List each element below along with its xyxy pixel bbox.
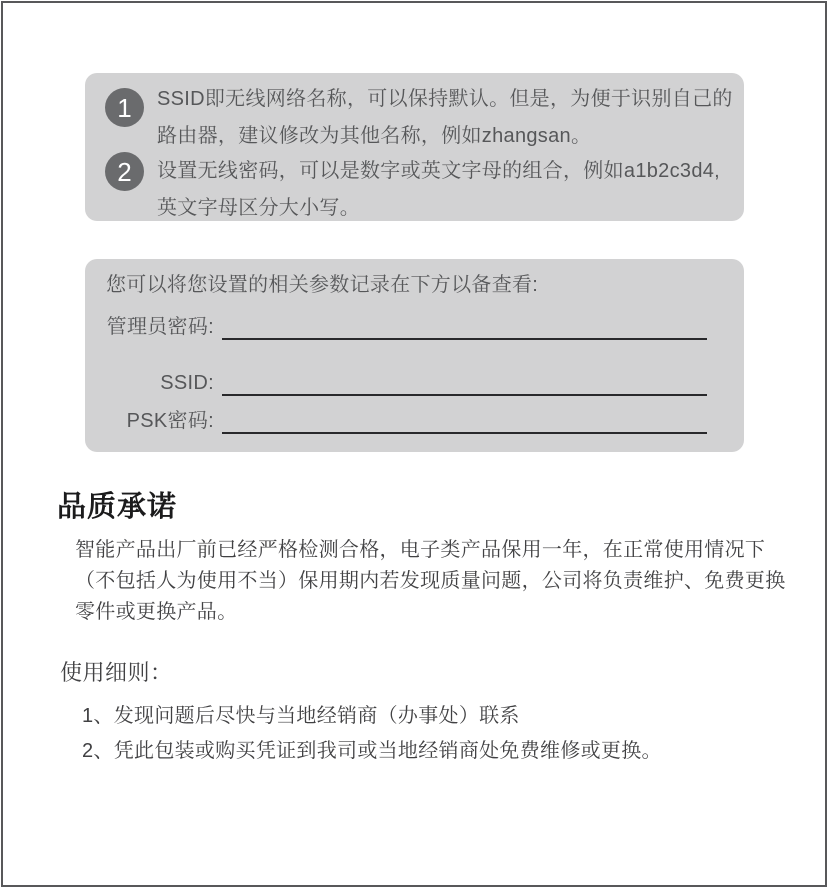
quality-promise-heading: 品质承诺: [57, 491, 178, 523]
quality-promise-paragraph: [75, 535, 795, 628]
ssid-blank-line: [222, 370, 707, 396]
paragraph-line-3: 零件或更换产品。: [75, 601, 238, 623]
note-item-2: [157, 153, 737, 227]
note-2-line-2: 英文字母区分大小写。: [157, 197, 360, 219]
field-row-admin-password: [106, 314, 707, 340]
field-row-ssid: [106, 370, 707, 396]
admin-password-label: 管理员密码:: [106, 316, 214, 338]
paragraph-line-2: （不包括人为使用不当）保用期内若发现质量问题，公司将负责维护、免费更换: [75, 570, 786, 592]
psk-password-label: PSK密码:: [126, 410, 214, 432]
paragraph-line-1: 智能产品出厂前已经严格检测合格，电子类产品保用一年，在正常使用情况下: [75, 539, 766, 561]
usage-rule-item-2: 2、凭此包装或购买凭证到我司或当地经销商处免费维修或更换。: [82, 740, 662, 762]
step-2-badge: [105, 152, 144, 191]
field-row-psk-password: [106, 408, 707, 434]
step-2-number: 2: [117, 156, 132, 187]
step-1-badge: [105, 88, 144, 127]
step-1-number: 1: [117, 92, 132, 123]
ssid-label: SSID:: [160, 372, 214, 394]
psk-password-blank-line: [222, 408, 707, 434]
note-1-line-2: 路由器，建议修改为其他名称，例如zhangsan。: [157, 125, 592, 147]
note-1-line-1: SSID即无线网络名称，可以保持默认。但是，为便于识别自己的: [157, 88, 733, 110]
usage-rules-title: 使用细则：: [60, 660, 173, 685]
usage-rule-item-1: 1、发现问题后尽快与当地经销商（办事处）联系: [82, 705, 520, 727]
record-intro-text: 您可以将您设置的相关参数记录在下方以备查看:: [106, 274, 539, 296]
note-2-line-1: 设置无线密码，可以是数字或英文字母的组合，例如a1b2c3d4,: [157, 160, 721, 182]
admin-password-blank-line: [222, 314, 707, 340]
note-item-1: [157, 81, 737, 155]
